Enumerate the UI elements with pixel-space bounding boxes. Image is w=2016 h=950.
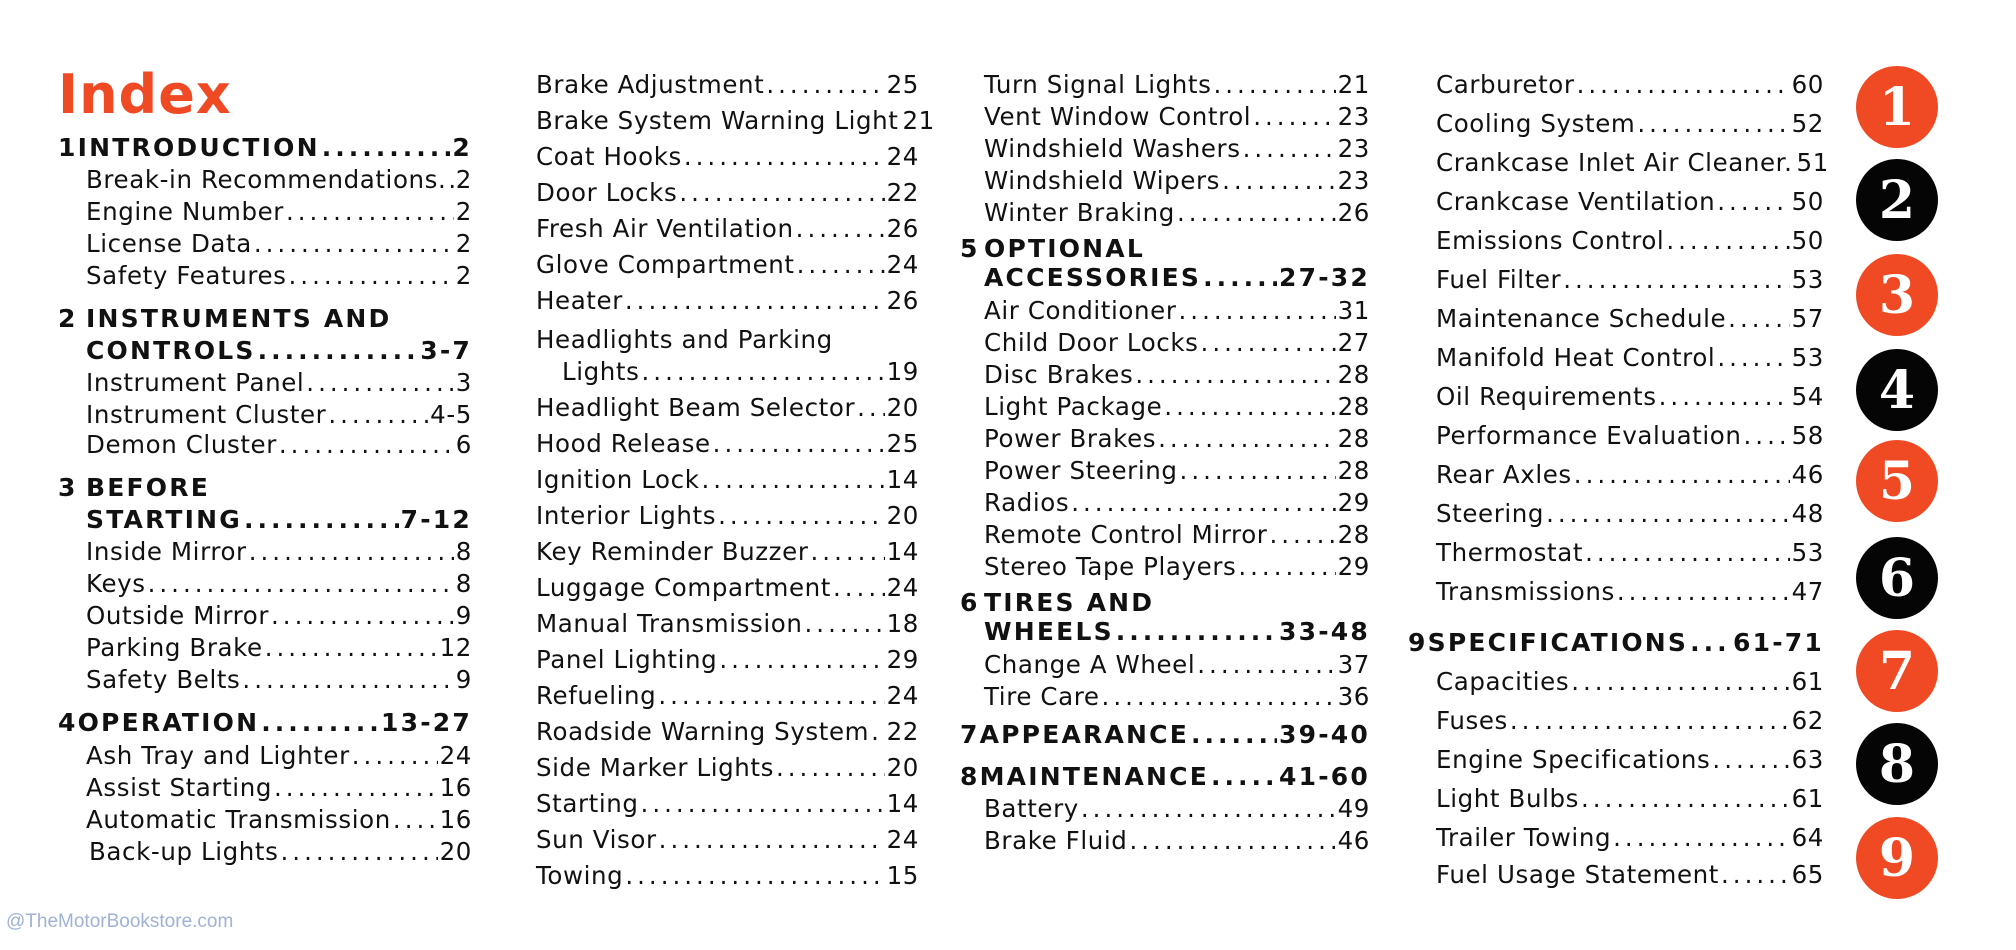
index-entry: Transmissions ..... 47	[1408, 577, 1824, 606]
index-entry: Outside Mirror ..... 9	[58, 601, 472, 630]
index-entry: Fuel Usage Statement ..... 65	[1408, 860, 1824, 889]
section-heading: 8 MAINTENANCE ..... 41-60	[960, 762, 1370, 791]
index-entry: Windshield Washers ..... 23	[960, 134, 1370, 163]
index-entry: Heater ..... 26	[536, 286, 919, 315]
index-entry: Emissions Control ..... 50	[1408, 226, 1824, 255]
section-heading: 1 INTRODUCTION ..... 2	[58, 133, 472, 162]
section-heading: 9 SPECIFICATIONS ..... 61-71	[1408, 628, 1824, 657]
index-entry: Capacities ..... 61	[1408, 667, 1824, 696]
section-heading-continued: WHEELS ..... 33-48	[960, 617, 1370, 646]
section-heading: 4 OPERATION ..... 13-27	[58, 708, 472, 737]
index-entry: Brake System Warning Light 21	[536, 106, 935, 135]
index-entry: Hood Release ..... 25	[536, 429, 919, 458]
index-entry: Cooling System ..... 52	[1408, 109, 1824, 138]
section-tab-6[interactable]: 6	[1856, 537, 1938, 619]
index-entry: Power Brakes ..... 28	[960, 424, 1370, 453]
index-entry: Fuel Filter ..... 53	[1408, 265, 1824, 294]
index-entry: Vent Window Control ..... 23	[960, 102, 1370, 131]
index-entry: Ignition Lock ..... 14	[536, 465, 919, 494]
index-entry: Safety Features ..... 2	[58, 261, 472, 290]
index-entry: Tire Care ..... 36	[960, 682, 1370, 711]
index-column-4	[1408, 70, 1829, 889]
index-entry: Sun Visor ..... 24	[536, 825, 919, 854]
index-entry: Towing ..... 15	[536, 861, 919, 890]
section-heading-continued: ACCESSORIES ..... 27-32	[960, 263, 1370, 292]
index-entry: Instrument Panel ..... 3	[58, 368, 472, 397]
index-entry: Remote Control Mirror ..... 28	[960, 520, 1370, 549]
index-entry: Windshield Wipers ..... 23	[960, 166, 1370, 195]
index-entry: Crankcase Inlet Air Cleaner. 51	[1436, 148, 1829, 177]
index-entry: Manual Transmission ..... 18	[536, 609, 919, 638]
index-entry: Roadside Warning System ..... 22	[536, 717, 919, 746]
section-heading: 7 APPEARANCE ..... 39-40	[960, 720, 1370, 749]
index-entry: Starting ..... 14	[536, 789, 919, 818]
index-entry: Luggage Compartment ..... 24	[536, 573, 919, 602]
index-entry: Crankcase Ventilation ..... 50	[1408, 187, 1824, 216]
section-tab-4[interactable]: 4	[1856, 349, 1938, 431]
index-entry: Assist Starting ..... 16	[58, 773, 472, 802]
index-entry: Instrument Cluster ..... 4-5	[58, 400, 472, 429]
index-entry: Refueling ..... 24	[536, 681, 919, 710]
section-heading: 6 TIRES AND	[960, 588, 1155, 617]
index-entry: Stereo Tape Players ..... 29	[960, 552, 1370, 581]
index-column-3	[960, 70, 1370, 855]
index-entry: Coat Hooks ..... 24	[536, 142, 919, 171]
index-entry: Winter Braking ..... 26	[960, 198, 1370, 227]
index-entry: Oil Requirements ..... 54	[1408, 382, 1824, 411]
section-heading-continued: STARTING ..... 7-12	[58, 505, 472, 534]
section-tab-5[interactable]: 5	[1856, 440, 1938, 522]
index-entry: Light Package ..... 28	[960, 392, 1370, 421]
index-entry: Interior Lights ..... 20	[536, 501, 919, 530]
index-entry: Carburetor ..... 60	[1408, 70, 1824, 99]
section-tab-3[interactable]: 3	[1856, 254, 1938, 336]
index-entry: Headlights and Parking	[536, 325, 833, 354]
index-entry: Light Bulbs ..... 61	[1408, 784, 1824, 813]
index-entry: Key Reminder Buzzer ..... 14	[536, 537, 919, 566]
index-entry-continued: Lights ..... 19	[536, 357, 919, 386]
section-tab-9[interactable]: 9	[1856, 817, 1938, 899]
section-heading: 3 BEFORE	[58, 473, 210, 502]
index-entry: Parking Brake ..... 12	[58, 633, 472, 662]
index-entry: Battery ..... 49	[960, 794, 1370, 823]
index-column-2	[536, 70, 935, 890]
index-entry: Turn Signal Lights ..... 21	[960, 70, 1370, 99]
index-entry: License Data ..... 2	[58, 229, 472, 258]
index-entry: Brake Fluid ..... 46	[960, 826, 1370, 855]
index-entry: Maintenance Schedule ..... 57	[1408, 304, 1824, 333]
index-entry: Safety Belts ..... 9	[58, 665, 472, 694]
section-tab-8[interactable]: 8	[1856, 723, 1938, 805]
index-entry: Back-up Lights ..... 20	[58, 837, 472, 866]
index-entry: Automatic Transmission ..... 16	[58, 805, 472, 834]
index-entry: Ash Tray and Lighter ..... 24	[58, 741, 472, 770]
index-entry: Keys ..... 8	[58, 569, 472, 598]
section-heading: 2 INSTRUMENTS AND	[58, 304, 392, 333]
section-heading: 5 OPTIONAL	[960, 234, 1145, 263]
index-entry: Panel Lighting ..... 29	[536, 645, 919, 674]
index-entry: Air Conditioner ..... 31	[960, 296, 1370, 325]
index-entry: Demon Cluster ..... 6	[58, 430, 472, 459]
section-tab-1[interactable]: 1	[1856, 66, 1938, 148]
index-entry: Headlight Beam Selector ..... 20	[536, 393, 919, 422]
index-entry: Fuses ..... 62	[1408, 706, 1824, 735]
index-entry: Performance Evaluation ..... 58	[1408, 421, 1824, 450]
index-entry: Glove Compartment ..... 24	[536, 250, 919, 279]
index-entry: Power Steering ..... 28	[960, 456, 1370, 485]
index-entry: Engine Number ..... 2	[58, 197, 472, 226]
index-entry: Child Door Locks ..... 27	[960, 328, 1370, 357]
index-entry: Steering ..... 48	[1408, 499, 1824, 528]
index-entry: Rear Axles ..... 46	[1408, 460, 1824, 489]
index-entry: Trailer Towing ..... 64	[1408, 823, 1824, 852]
index-entry: Manifold Heat Control ..... 53	[1408, 343, 1824, 372]
index-entry: Side Marker Lights ..... 20	[536, 753, 919, 782]
section-tab-7[interactable]: 7	[1856, 630, 1938, 712]
index-entry: Thermostat ..... 53	[1408, 538, 1824, 567]
section-tab-2[interactable]: 2	[1856, 159, 1938, 241]
index-entry: Engine Specifications ..... 63	[1408, 745, 1824, 774]
index-entry: Radios ..... 29	[960, 488, 1370, 517]
index-entry: Brake Adjustment ..... 25	[536, 70, 919, 99]
section-heading-continued: CONTROLS ..... 3-7	[58, 336, 472, 365]
index-entry: Fresh Air Ventilation ..... 26	[536, 214, 919, 243]
watermark: @TheMotorBookstore.com	[6, 911, 234, 932]
index-entry: Door Locks ..... 22	[536, 178, 919, 207]
index-entry: Disc Brakes ..... 28	[960, 360, 1370, 389]
index-entry: Inside Mirror ..... 8	[58, 537, 472, 566]
index-entry: Change A Wheel ..... 37	[960, 650, 1370, 679]
index-column-1	[58, 133, 472, 866]
page-title: Index	[58, 63, 232, 126]
index-entry: Break-in Recommendations. ..... 2	[58, 165, 472, 194]
